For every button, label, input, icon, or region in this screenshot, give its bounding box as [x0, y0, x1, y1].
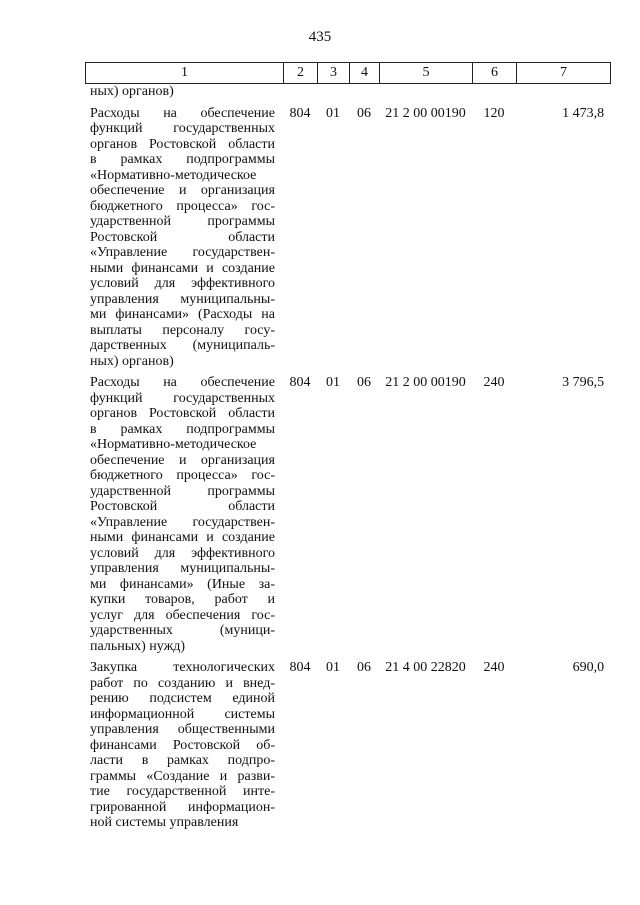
code-section: 01 — [326, 660, 340, 675]
description-line: ми финансами» (Иные за- — [90, 576, 275, 592]
description-line: управления муниципальны- — [90, 561, 275, 576]
code-target: 21 2 00 00190 — [385, 375, 466, 390]
description-line: Ростовской области — [90, 229, 275, 245]
col-header-4: 4 — [350, 63, 380, 84]
description-line: ными финансами и создание — [90, 260, 275, 276]
description-line: Закупка технологических — [90, 660, 275, 675]
description-line: Расходы на обеспечение — [90, 375, 275, 390]
code-ministry: 804 — [289, 660, 311, 675]
description-line: ной системы управления — [90, 815, 239, 830]
description-line: ных) органов) — [90, 353, 174, 369]
description-line: услуг для обеспечения гос- — [90, 607, 275, 623]
description-line: органов Ростовской области — [90, 136, 275, 152]
description-line: купки товаров, работ и — [90, 592, 275, 607]
description-line: дарственных (муниципаль- — [90, 338, 275, 353]
description-line: ударственной программы — [90, 483, 275, 499]
description-line: Расходы на обеспечение — [90, 105, 275, 121]
row-description — [85, 660, 283, 837]
amount: 3 796,5 — [562, 375, 605, 390]
col-header-5: 5 — [380, 63, 473, 84]
description-line: грированной информацион- — [90, 799, 275, 815]
table-row — [85, 375, 610, 660]
description-line: информационной системы — [90, 706, 275, 722]
col-header-2: 2 — [284, 63, 318, 84]
code-target: 21 2 00 00190 — [385, 105, 466, 121]
code-expense-type: 240 — [483, 375, 505, 390]
amount: 1 473,8 — [562, 105, 605, 121]
code-target: 21 4 00 22820 — [385, 660, 466, 675]
col-header-3: 3 — [318, 63, 350, 84]
code-section: 01 — [326, 105, 340, 121]
col-header-6: 6 — [473, 63, 517, 84]
description-line: «Нормативно-методическое — [90, 167, 257, 183]
description-line: бюджетного процесса» гос- — [90, 468, 275, 483]
row-description — [85, 375, 283, 660]
table-row — [85, 660, 610, 837]
col-header-7: 7 — [517, 63, 611, 84]
description-line: «Управление государствен- — [90, 514, 275, 530]
page-number: 435 — [308, 29, 332, 45]
description-line: ными финансами и создание — [90, 530, 275, 545]
description-line: органов Ростовской области — [90, 406, 275, 421]
description-line: управления муниципальны- — [90, 291, 275, 307]
description-line: функций государственных — [90, 390, 275, 406]
amount: 690,0 — [572, 660, 605, 675]
description-line: граммы «Создание и разви- — [90, 768, 275, 784]
description-line: функций государственных — [90, 121, 275, 136]
col-header-1: 1 — [86, 63, 284, 84]
description-line: в рамках подпрограммы — [90, 421, 275, 437]
code-expense-type: 240 — [483, 660, 505, 675]
description-line: ударственных (муници- — [90, 623, 275, 638]
description-line: выплаты персоналу госу- — [90, 322, 275, 338]
budget-table — [85, 84, 610, 837]
row-description — [85, 106, 283, 376]
description-line: ласти в рамках подпро- — [90, 753, 275, 768]
description-line: ударственной программы — [90, 214, 275, 229]
description-line: условий для эффективного — [90, 276, 275, 291]
description-line: работ по созданию и внед- — [90, 675, 275, 691]
description-line: условий для эффективного — [90, 545, 275, 561]
description-line: ми финансами» (Расходы на — [90, 307, 275, 322]
description-line: обеспечение и организация — [90, 452, 275, 468]
code-ministry: 804 — [289, 375, 311, 390]
description-line: бюджетного процесса» гос- — [90, 198, 275, 214]
description-line: рению подсистем единой — [90, 691, 275, 706]
description-line: финансами Ростовской об- — [90, 737, 275, 753]
description-line: тие государственной инте- — [90, 784, 275, 799]
description-line: Ростовской области — [90, 499, 275, 514]
code-subsection: 06 — [357, 660, 371, 675]
table-row — [85, 106, 610, 376]
code-subsection: 06 — [357, 105, 371, 121]
description-line: пальных) нужд) — [90, 638, 186, 654]
description-line: «Нормативно-методическое — [90, 437, 257, 452]
description-line: «Управление государствен- — [90, 245, 275, 260]
carryover-text: ных) органов) — [90, 84, 174, 99]
column-header-row — [85, 62, 611, 84]
description-line: управления общественными — [90, 722, 275, 737]
description-line: обеспечение и организация — [90, 183, 275, 198]
code-subsection: 06 — [357, 375, 371, 390]
description-line: в рамках подпрограммы — [90, 152, 275, 167]
code-section: 01 — [326, 375, 340, 390]
code-ministry: 804 — [289, 105, 311, 121]
code-expense-type: 120 — [483, 105, 505, 121]
